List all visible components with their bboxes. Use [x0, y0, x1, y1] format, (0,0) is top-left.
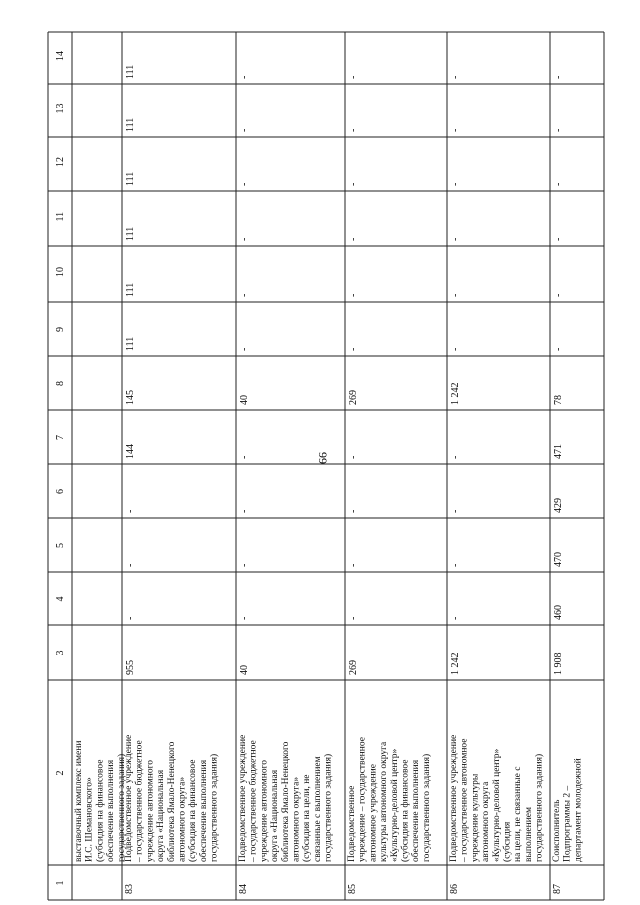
- value-cell: -: [125, 563, 136, 567]
- value-cell: -: [239, 237, 250, 241]
- row-name-line: (субсидия на финансовое: [95, 759, 106, 862]
- value-cell: -: [348, 455, 359, 459]
- row-name-line: Подведомственное учреждение: [124, 734, 134, 862]
- row-name-line: государственного задания): [209, 753, 220, 862]
- value-cell: -: [239, 128, 250, 132]
- row-name-line: Подведомственное учреждение: [449, 734, 459, 862]
- row-name-line: выполнением: [523, 806, 534, 862]
- row-name-line: – государственное автономное: [459, 738, 470, 862]
- value-cell: -: [553, 293, 564, 297]
- value-cell: -: [348, 293, 359, 297]
- header-cell: 4: [55, 596, 66, 602]
- header-cell: 7: [55, 435, 66, 440]
- row-name-line: «Культурно-деловой центр»: [389, 748, 400, 862]
- header-cell: 14: [55, 51, 66, 61]
- value-cell: -: [450, 75, 461, 79]
- value-cell: -: [239, 347, 250, 351]
- value-cell: -: [239, 509, 250, 513]
- row-name-line: (субсидия на финансовое: [400, 759, 411, 862]
- value-cell: 111: [125, 282, 136, 297]
- value-cell: -: [450, 347, 461, 351]
- value-cell: 1 908: [553, 652, 564, 675]
- value-cell: -: [450, 563, 461, 567]
- value-cell: -: [450, 182, 461, 186]
- row-name-line: государственного задания): [116, 753, 127, 862]
- value-cell: 269: [348, 390, 359, 405]
- value-cell: -: [239, 455, 250, 459]
- value-cell: 471: [553, 444, 564, 459]
- row-name-line: связанные с выполнением: [312, 756, 323, 862]
- row-name-line: Подведомственное учреждение: [238, 734, 248, 862]
- value-cell: -: [239, 75, 250, 79]
- value-cell: 111: [125, 336, 136, 351]
- value-cell: 955: [125, 660, 136, 675]
- header-cell: 2: [55, 770, 66, 776]
- value-cell: -: [553, 75, 564, 79]
- value-cell: -: [239, 616, 250, 620]
- value-cell: 78: [553, 395, 564, 405]
- header-cell: 8: [55, 381, 66, 386]
- value-cell: -: [553, 182, 564, 186]
- row-name-line: (субсидия на финансовое: [188, 759, 199, 862]
- value-cell: 111: [125, 64, 136, 79]
- row-name-line: учреждение культуры: [470, 773, 481, 862]
- row-name-line: обеспечение выполнения: [198, 759, 209, 862]
- page-number: 99: [316, 452, 330, 464]
- row-name-line: библиотека Ямало-Ненецкого: [166, 741, 177, 862]
- row-number: 85: [347, 884, 358, 894]
- row-name-line: государственного задания): [421, 753, 432, 862]
- row-number: 83: [124, 884, 135, 894]
- value-cell: -: [450, 616, 461, 620]
- row-name-line: Подведомственное: [347, 785, 357, 862]
- row-name-line: обеспечение выполнения: [106, 759, 117, 862]
- row-name-line: автономного округа: [481, 781, 492, 862]
- value-cell: -: [239, 182, 250, 186]
- value-cell: 269: [348, 660, 359, 675]
- row-name-line: автономного округа»: [291, 776, 302, 862]
- value-cell: -: [239, 563, 250, 567]
- value-cell: -: [348, 347, 359, 351]
- value-cell: -: [450, 128, 461, 132]
- row-name-line: учреждение автономного: [259, 759, 270, 862]
- row-name-line: библиотека Ямало-Ненецкого: [280, 741, 291, 862]
- header-cell: 9: [55, 327, 66, 332]
- value-cell: -: [348, 616, 359, 620]
- row-name-line: учреждение – государственное: [357, 737, 368, 862]
- value-cell: -: [348, 509, 359, 513]
- header-cell: 10: [55, 267, 66, 277]
- value-cell: 111: [125, 117, 136, 132]
- value-cell: -: [450, 237, 461, 241]
- value-cell: -: [348, 237, 359, 241]
- value-cell: -: [348, 75, 359, 79]
- value-cell: -: [553, 237, 564, 241]
- value-cell: -: [553, 128, 564, 132]
- row-name-line: на цели, не связанные с: [513, 766, 524, 862]
- row-name-line: округа «Национальная: [156, 769, 167, 862]
- row-name-line: (субсидия: [502, 821, 513, 862]
- value-cell: 1 242: [450, 652, 461, 675]
- row-name-line: Соисполнитель: [552, 799, 562, 862]
- header-cell: 13: [55, 103, 66, 114]
- row-name-line: – государственное бюджетное: [134, 740, 145, 862]
- value-cell: -: [125, 509, 136, 513]
- value-cell: -: [348, 563, 359, 567]
- value-cell: 111: [125, 171, 136, 186]
- value-cell: -: [450, 455, 461, 459]
- value-cell: -: [125, 616, 136, 620]
- value-cell: 40: [239, 665, 250, 675]
- value-cell: 460: [553, 605, 564, 620]
- row-name-line: обеспечение выполнения: [411, 759, 422, 862]
- value-cell: 144: [125, 444, 136, 459]
- header-cell: 3: [55, 650, 66, 656]
- header-cell: 11: [55, 211, 66, 222]
- value-cell: -: [553, 347, 564, 351]
- header-cell: 1: [55, 880, 66, 886]
- value-cell: 1 242: [450, 382, 461, 405]
- header-cell: 6: [55, 489, 66, 494]
- row-name-line: государственного задания): [323, 753, 334, 862]
- value-cell: 145: [125, 390, 136, 405]
- row-name-line: государственного задания): [534, 753, 545, 862]
- row-name-line: автономного округа»: [177, 776, 188, 862]
- row-name-line: выставочный комплекс имени: [74, 740, 84, 862]
- header-cell: 12: [55, 157, 66, 167]
- row-name-line: учреждение автономного: [145, 759, 156, 862]
- row-name-line: округа «Национальная: [270, 769, 281, 862]
- row-number: 84: [238, 884, 249, 894]
- value-cell: -: [348, 182, 359, 186]
- row-name-line: «Культурно-деловой центр»: [491, 748, 502, 862]
- value-cell: 429: [553, 498, 564, 513]
- row-number: 86: [449, 884, 460, 894]
- value-cell: 111: [125, 226, 136, 241]
- row-name-line: автономное учреждение: [368, 764, 379, 862]
- header-cell: 5: [55, 543, 66, 548]
- row-name-line: культуры автономного округа: [379, 741, 390, 862]
- value-cell: 40: [239, 395, 250, 405]
- row-name-line: Подпрограммы 2 –: [562, 785, 573, 862]
- value-cell: -: [450, 509, 461, 513]
- value-cell: 470: [553, 552, 564, 567]
- value-cell: -: [348, 128, 359, 132]
- row-name-line: департамент молодежной: [573, 758, 584, 862]
- row-name-line: И.С. Шемановского»: [84, 777, 95, 862]
- value-cell: -: [239, 293, 250, 297]
- value-cell: -: [450, 293, 461, 297]
- row-name-line: (субсидия на цели, не: [302, 774, 313, 862]
- row-number: 87: [552, 884, 563, 894]
- row-name-line: – государственное бюджетное: [248, 740, 259, 862]
